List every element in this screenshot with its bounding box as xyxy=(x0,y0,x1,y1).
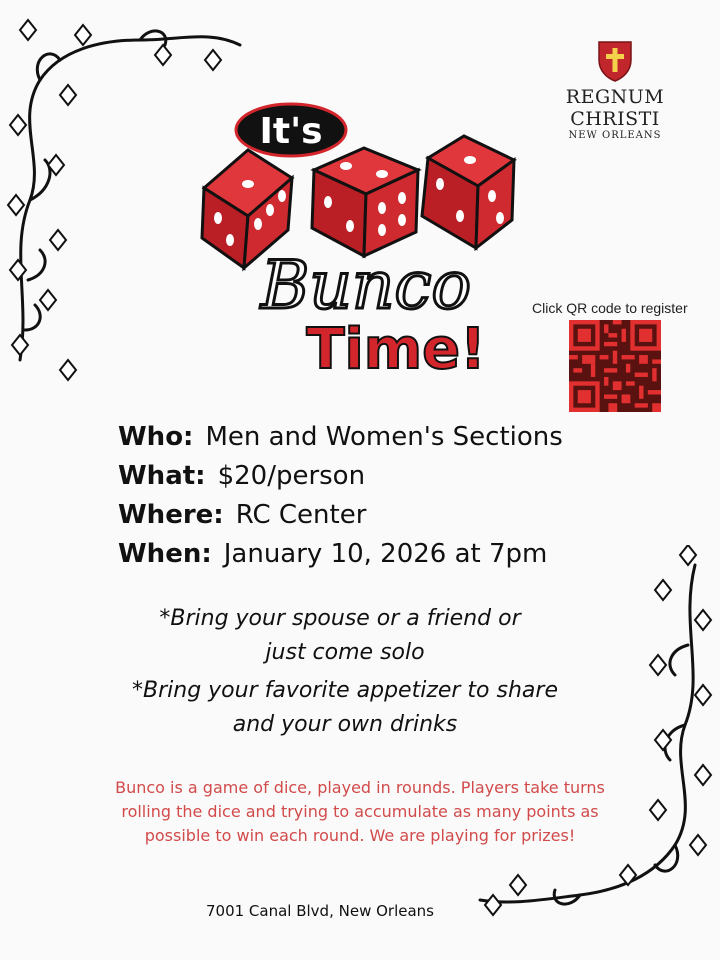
shield-cross-icon xyxy=(595,38,635,82)
detail-label: What: xyxy=(118,461,206,491)
detail-where xyxy=(118,500,366,530)
note-spouse xyxy=(0,602,720,670)
note-line: just come solo xyxy=(265,640,425,665)
detail-value: Men and Women's Sections xyxy=(205,422,563,452)
bunco-hero-graphic xyxy=(196,98,526,388)
logo-name: REGNUM CHRISTI xyxy=(565,86,665,130)
register-qr-code[interactable] xyxy=(569,320,661,412)
qr-caption: Click QR code to register xyxy=(532,300,688,316)
detail-label: Where: xyxy=(118,500,224,530)
regnum-christi-logo xyxy=(530,38,700,142)
bunco-text: Bunco xyxy=(260,247,472,324)
bunco-description: Bunco is a game of dice, played in rounds. Players take turns rolling the dice and trying to accumulate as many points as possible to win each round. We are playing for prizes! xyxy=(115,778,605,845)
detail-when xyxy=(118,539,547,569)
note-line: and your own drinks xyxy=(232,712,458,737)
detail-value: RC Center xyxy=(235,500,367,530)
detail-what xyxy=(118,461,365,491)
detail-label: When: xyxy=(118,539,212,569)
its-text: It's xyxy=(259,111,323,152)
note-line: *Bring your spouse or a friend or xyxy=(159,606,521,631)
detail-value: $20/person xyxy=(217,461,366,491)
time-text: Time! xyxy=(306,317,486,382)
die-right-icon xyxy=(422,136,514,248)
detail-who xyxy=(118,422,563,452)
note-line: *Bring your favorite appetizer to share xyxy=(132,678,558,703)
event-address: 7001 Canal Blvd, New Orleans xyxy=(205,902,434,920)
detail-value: January 10, 2026 at 7pm xyxy=(223,539,548,569)
logo-subtitle: NEW ORLEANS xyxy=(568,130,662,141)
detail-label: Who: xyxy=(118,422,194,452)
die-center-icon xyxy=(312,148,418,256)
note-appetizer xyxy=(0,674,720,742)
